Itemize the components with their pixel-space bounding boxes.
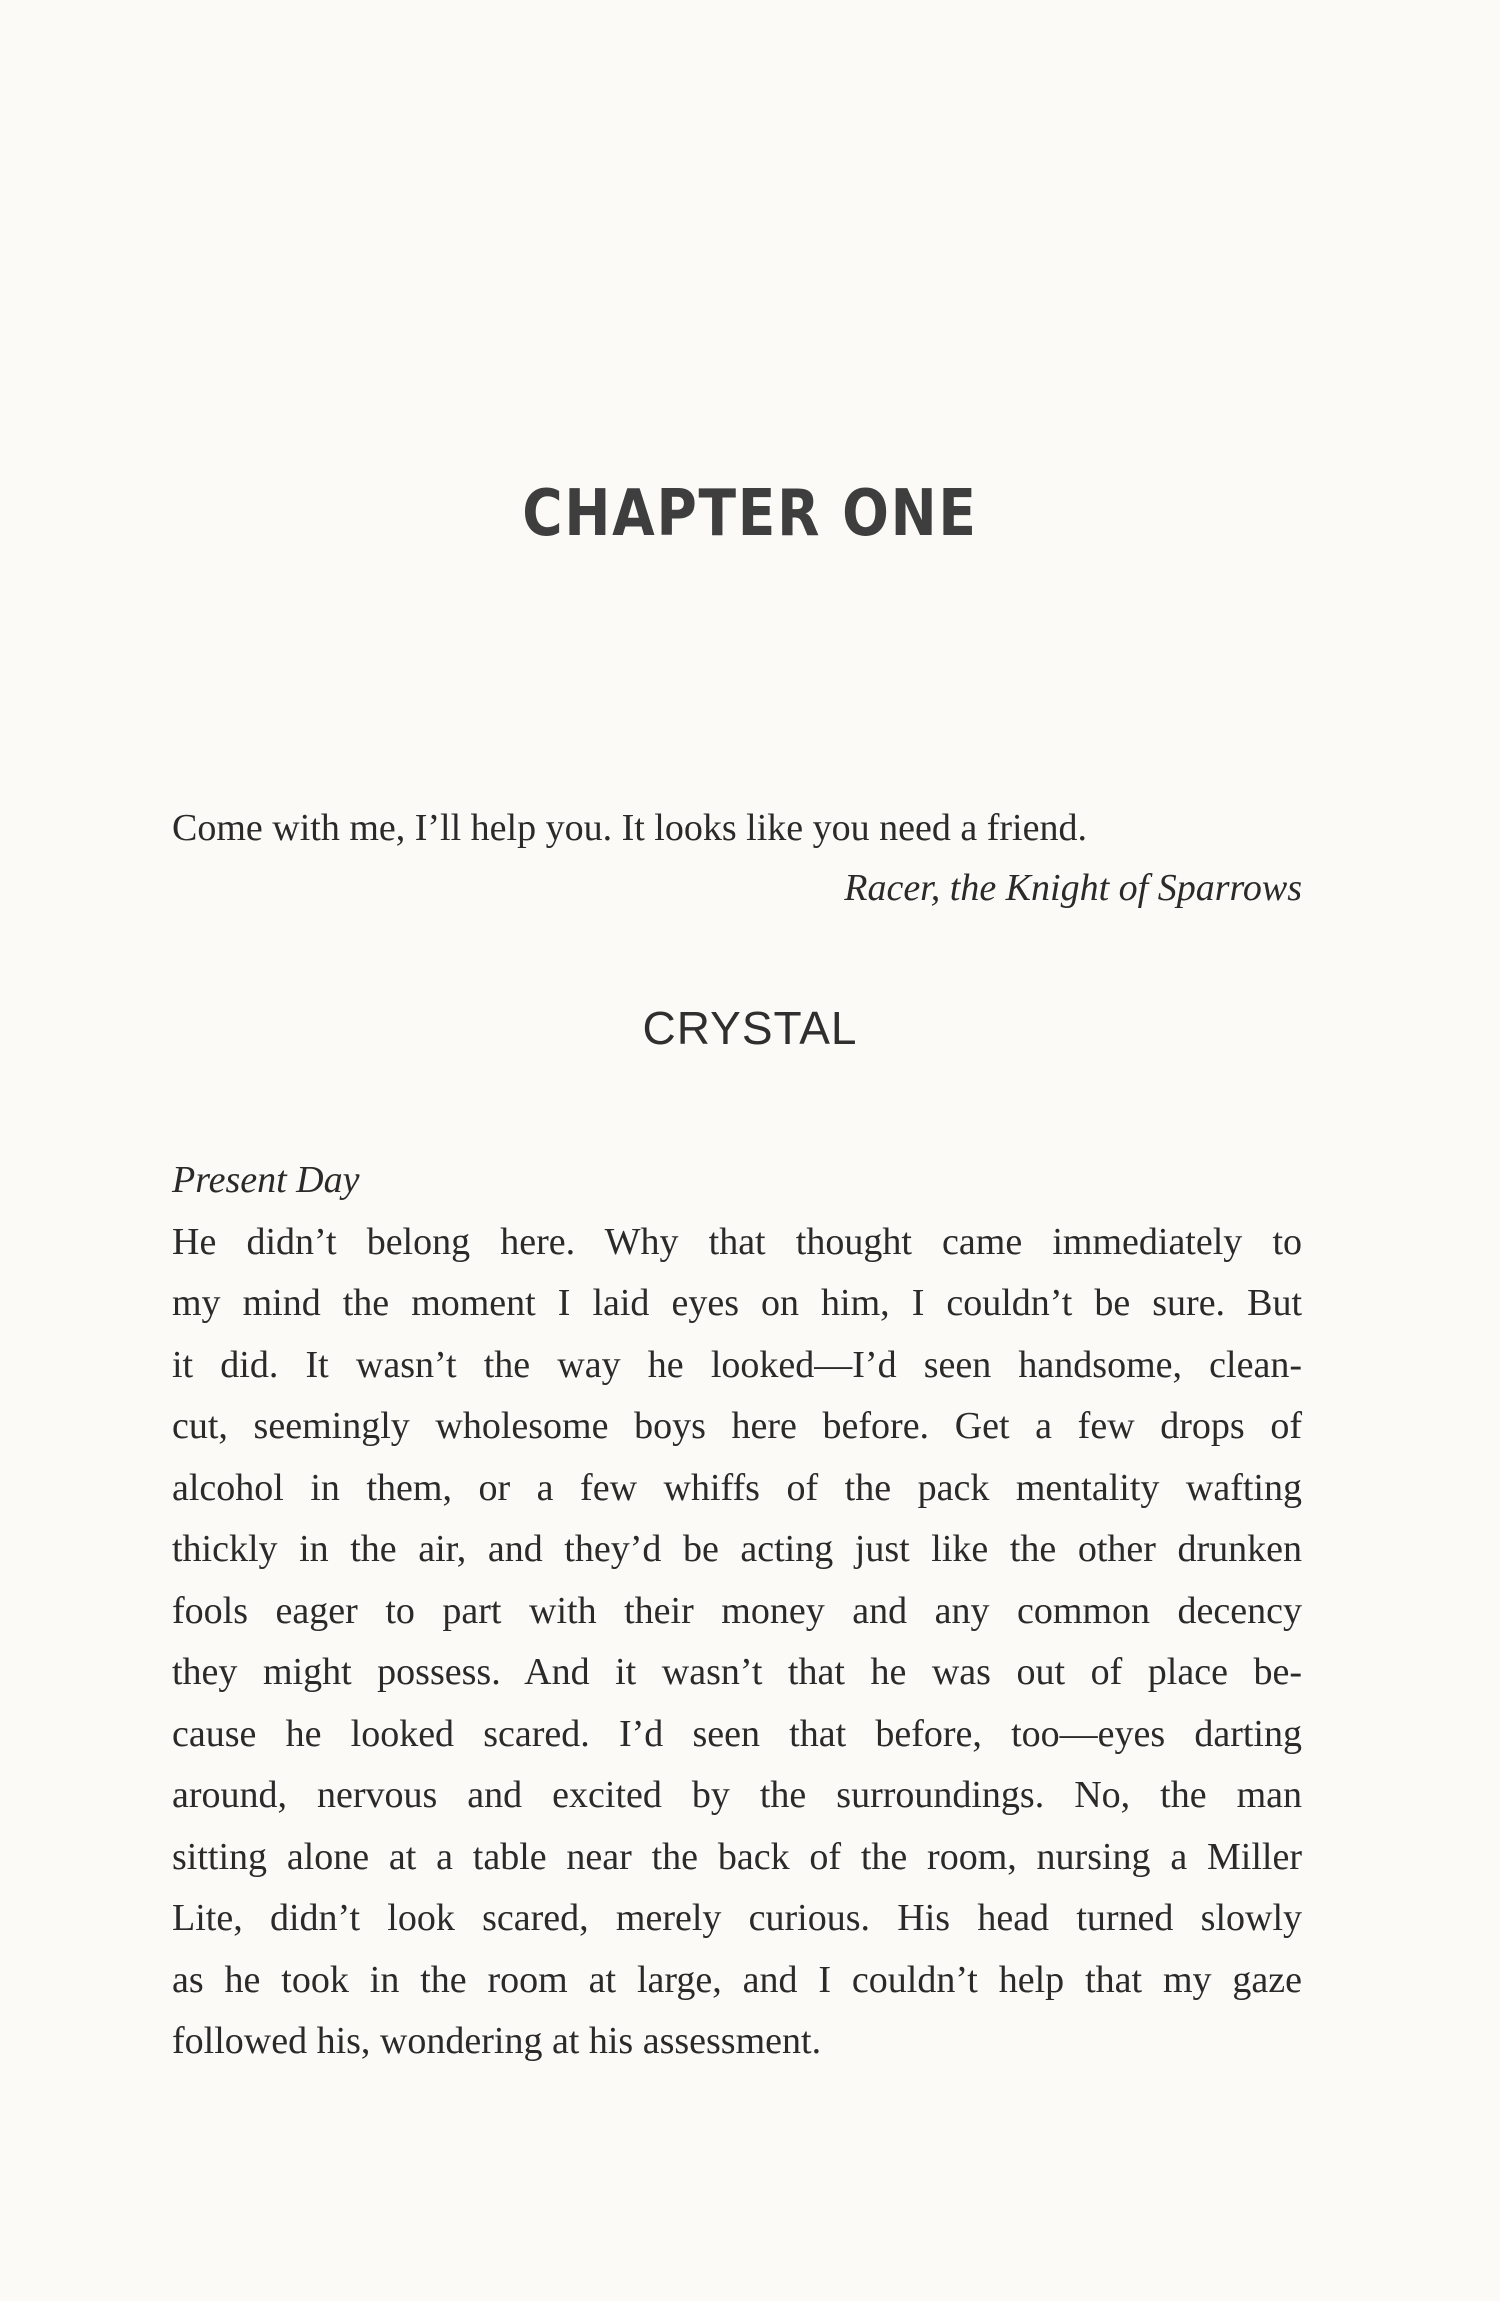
body-text [172,1150,1302,2073]
body-line: they might possess. And it wasn’t that he was out of place be- [172,1651,1302,1693]
epigraph-source: Racer, the Knight of Sparrows [844,867,1302,909]
body-line: sitting alone at a table near the back of the room, nursing a Miller [172,1835,1302,1878]
chapter-title: CHAPTER ONE [522,477,978,551]
body-line: alcohol in them, or a few whiffs of the pack mentality wafting [172,1466,1302,1509]
epigraph-quote: Come with me, I’ll help you. It looks like you need a friend. [172,807,1087,849]
body-line: it did. It wasn’t the way he looked—I’d seen handsome, clean- [172,1343,1302,1386]
dateline: Present Day [172,1159,360,1201]
epigraph [172,798,1302,918]
body-line: cut, seemingly wholesome boys here before. Get a few drops of [172,1405,1302,1447]
body-line: around, nervous and excited by the surroundings. No, the man [172,1774,1302,1816]
body-line: as he took in the room at large, and I couldn’t help that my gaze [172,1958,1302,2001]
body-line: my mind the moment I laid eyes on him, I couldn’t be sure. But [172,1282,1302,1324]
body-line: thickly in the air, and they’d be acting just like the other drunken [172,1528,1302,1570]
body-line: Lite, didn’t look scared, merely curious. His head turned slowly [172,1897,1302,1939]
section-title: CRYSTAL [642,1002,858,1054]
body-line: followed his, wondering at his assessment. [172,2020,822,2062]
body-line: fools eager to part with their money and any common decency [172,1589,1302,1632]
body-line: He didn’t belong here. Why that thought came immediately to [172,1220,1302,1263]
body-line: cause he looked scared. I’d seen that before, too—eyes darting [172,1712,1302,1755]
